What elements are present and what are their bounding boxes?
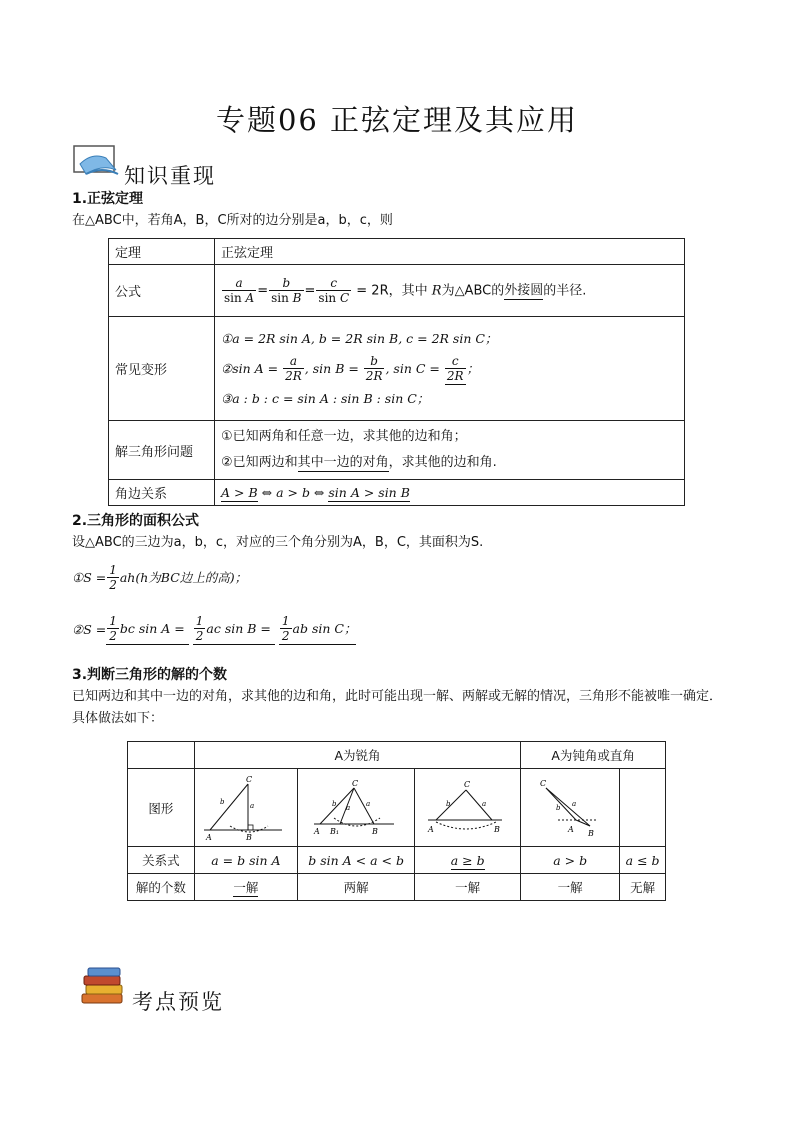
formula-tail-end: 的半径. <box>543 283 587 298</box>
problem-line-2-end: ，求其他的边和角. <box>388 455 497 470</box>
svg-text:C: C <box>245 774 252 784</box>
page-title: 专题06 正弦定理及其应用 <box>215 103 579 137</box>
intro-text-2: 设△ABC的三边为a，b，c，对应的三个角分别为A，B，C，其面积为S. <box>72 535 484 550</box>
triangle-figure-a-ge-b <box>422 774 514 842</box>
row-label: 角边关系 <box>109 480 215 506</box>
table-header-cell: 定理 <box>109 239 215 265</box>
circumcircle-term: 外接圆 <box>504 283 544 298</box>
variant-line-3: ③a : b : c = sin A : sin B : sin C； <box>221 390 430 406</box>
row-label-relation: 关系式 <box>128 847 195 874</box>
area-formula-2: ②S = $\frac{1}{2}$ bc sin A = $\frac{1}{2}$ ac sin B = $\frac{1}{2}$ ab sin C； <box>72 614 357 643</box>
relation-cell: a > b <box>521 847 620 874</box>
header-acute: A为锐角 <box>194 742 520 769</box>
figure-cell <box>521 769 620 847</box>
svg-text:b: b <box>332 799 337 808</box>
area2-c: ab sin C； <box>292 621 357 636</box>
relation-cell: a ≤ b <box>620 847 666 874</box>
triangle-figure-two-solutions <box>310 774 402 842</box>
book-icon <box>72 144 124 180</box>
relation-value: a ≥ b <box>450 852 485 868</box>
triangle-figure-obtuse <box>524 774 616 842</box>
relation-cell <box>415 847 521 874</box>
table-header-cell: 正弦定理 <box>215 239 685 265</box>
problem-line-2 <box>221 450 678 476</box>
problem-cell <box>215 421 685 480</box>
area2-pre: ②S = <box>72 621 107 637</box>
svg-text:b: b <box>556 803 561 812</box>
intro-text-3: 已知两边和其中一边的对角，求其他的边和角，此时可能出现一解、两解或无解的情况，三角形不能被唯一确定．具体做法如下： <box>72 689 723 726</box>
row-label: 解三角形问题 <box>109 421 215 480</box>
relation-c: sin A > sin B <box>328 485 410 500</box>
relation-cell: b sin A < a < b <box>297 847 414 874</box>
svg-text:a: a <box>249 801 255 810</box>
subheading-area-formula: 2.三角形的面积公式 <box>72 513 200 529</box>
svg-text:B: B <box>588 828 595 838</box>
problem-line-1: ①已知两角和任意一边，求其他的边和角； <box>221 429 467 444</box>
relation-b: ⇔ a > b ⇔ <box>261 485 325 500</box>
figure-cell <box>415 769 521 847</box>
angle-side-relation <box>215 480 685 506</box>
area2-b: ac sin B = <box>206 621 271 636</box>
relation-a: A > B <box>221 485 258 500</box>
solution-count-table <box>127 741 666 901</box>
figure-cell-empty <box>620 769 666 847</box>
row-label: 常见变形 <box>109 317 215 421</box>
section-heading-knowledge: 知识重现 <box>124 164 216 188</box>
svg-text:B: B <box>493 824 500 834</box>
svg-text:C: C <box>463 779 470 789</box>
svg-text:A: A <box>314 826 320 836</box>
svg-text:a: a <box>366 799 371 808</box>
svg-text:a: a <box>481 799 486 808</box>
opposite-angle-term: 其中一边的对角 <box>297 455 389 470</box>
area-formula-1: ①S = $\frac{1}{2}$ ah(h为BC边上的高)； <box>72 563 248 592</box>
variants-cell <box>215 317 685 421</box>
svg-text:A: A <box>427 824 434 834</box>
svg-text:A: A <box>205 832 212 842</box>
variant-line-1: ①a = 2R sin A, b = 2R sin B, c = 2R sin C； <box>221 330 498 346</box>
radius-symbol: R <box>431 283 442 298</box>
svg-text:B: B <box>372 826 378 836</box>
area2-a: bc sin A = <box>119 621 185 636</box>
sine-law-table <box>108 238 685 506</box>
svg-text:b: b <box>445 799 451 808</box>
area1-post: ah(h为BC边上的高)； <box>119 570 248 585</box>
formula-tail-mid: 为△ABC的 <box>441 283 505 298</box>
formula-tail: = 2R，其中 <box>356 283 428 298</box>
svg-text:a: a <box>572 799 577 808</box>
svg-text:A: A <box>568 824 574 834</box>
header-obtuse: A为钝角或直角 <box>521 742 666 769</box>
svg-text:C: C <box>352 778 359 788</box>
count-cell: 两解 <box>297 874 414 901</box>
section-heading-preview: 考点预览 <box>132 990 224 1014</box>
subheading-solution-count: 3.判断三角形的解的个数 <box>72 667 228 683</box>
svg-text:C: C <box>540 778 547 788</box>
row-label: 公式 <box>109 265 215 317</box>
intro-text-1: 在△ABC中，若角A，B，C所对的边分别是a，b，c，则 <box>72 213 393 228</box>
triangle-figure-one-solution <box>200 774 292 842</box>
svg-text:B: B <box>245 832 252 842</box>
figure-cell <box>194 769 297 847</box>
formula-cell: $\frac{a}{\text{sin A}}$ = $\frac{b}{\text{sin B}}$ = $\frac{c}{\text{sin C}}$ = 2R，其中 R为△ABC的外接圆的半径. <box>215 265 685 317</box>
count-cell <box>194 874 297 901</box>
count-value: 一解 <box>233 880 259 895</box>
figure-cell <box>297 769 414 847</box>
books-stack-icon <box>78 966 128 1006</box>
corner-cell <box>128 742 195 769</box>
count-cell: 无解 <box>620 874 666 901</box>
area1-pre: ①S = <box>72 570 107 585</box>
variant-line-2: ②sin A = $\frac{a}{2R}$ , sin B = $\frac{b}{2R}$ , sin C = $\frac{c}{2R}$ ； <box>221 353 480 383</box>
relation-cell: a = b sin A <box>194 847 297 874</box>
svg-text:a: a <box>346 803 351 812</box>
count-cell: 一解 <box>521 874 620 901</box>
svg-text:B₁: B₁ <box>330 826 340 836</box>
svg-text:b: b <box>219 797 225 806</box>
row-label-count: 解的个数 <box>128 874 195 901</box>
row-label-figure: 图形 <box>128 769 195 847</box>
count-cell: 一解 <box>415 874 521 901</box>
problem-line-2-pre: ②已知两边和 <box>221 455 298 470</box>
subheading-sine-law: 1.正弦定理 <box>72 191 144 207</box>
